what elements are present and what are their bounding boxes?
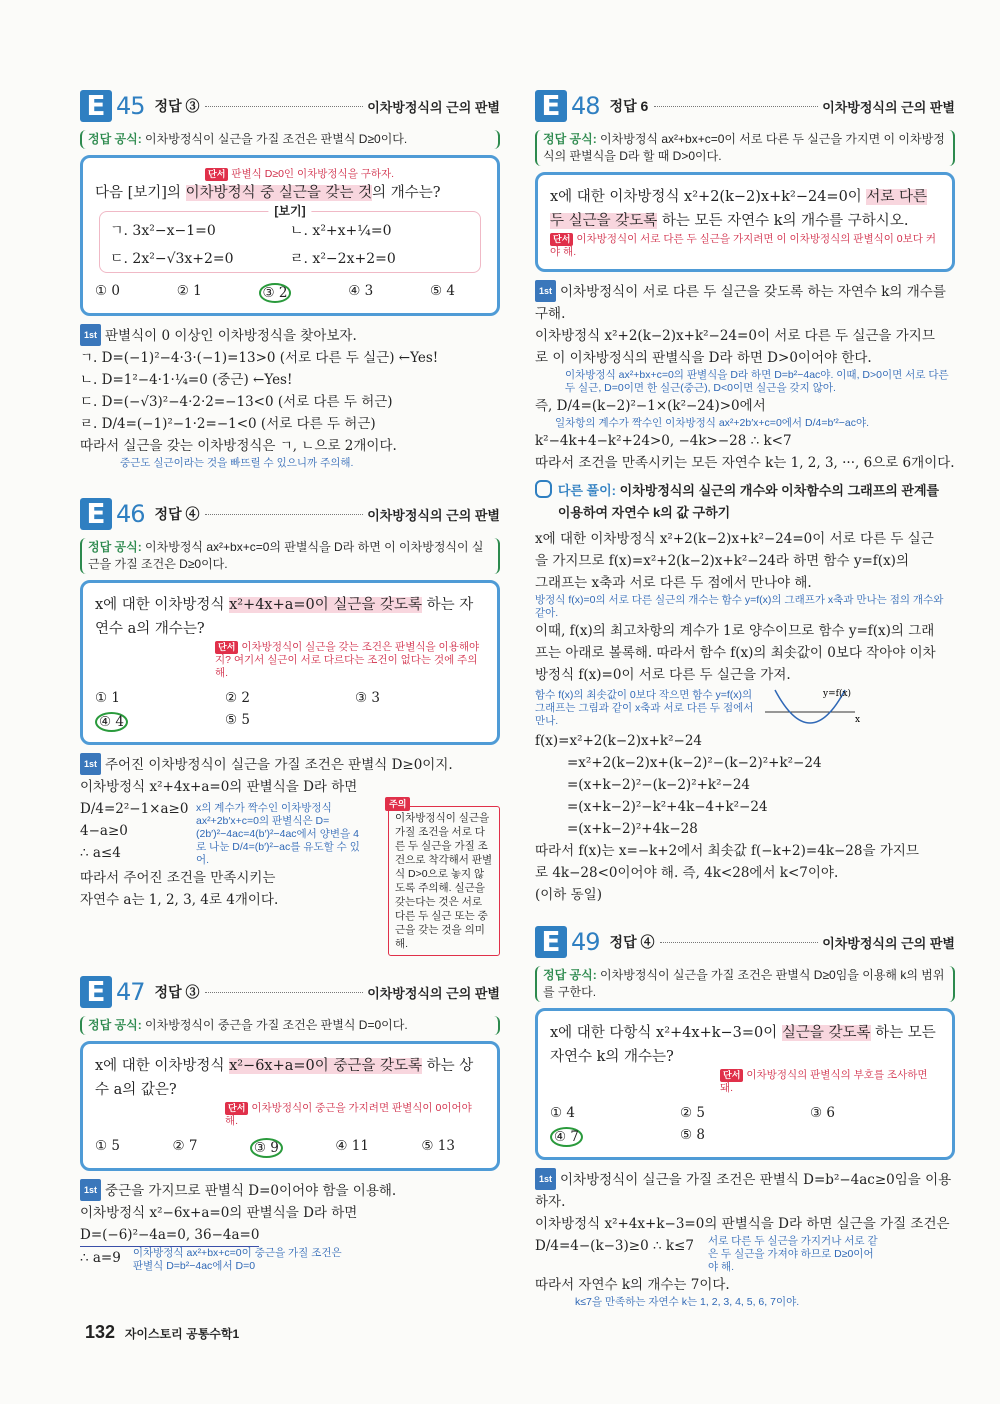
solution: 1st 주어진 이차방정식이 실근을 가질 조건은 판별식 D≥0이지. 이차방정식 x²+4x+a=0의 판별식을 D라 하면 D/4=2²−1×a≥0 4−a≥0 ∴ a≤4 x의 계수가 짝수인 이차방정식 ax²+2b′x+c=0의 판별식은 D=(2b′)²−4ac=4(b′)²−4ac에서 양변을 4로 나눈 D/4=(b′)²−ac를 유도할 수 있어. 따라서 주어진 조건을 만족시키는 자연수 a는 1, 2, 3, 4로 4개이다. 주의 이차방정식이 실근을 가질 조건을 서로 다른 두 실근을 가질 조건으로 착각해서 판별식 D>0으로 놓지 않도록 주의해. 실근을 갖는다는 것은 서로 다른 두 실근 또는 중근을 갖는 것을 의미해.: [80, 753, 500, 956]
question-text: 다음 [보기]의 이차방정식 중 실근을 갖는 것의 개수는?: [95, 185, 441, 201]
answer-label: 정답 6: [609, 98, 649, 114]
choices: [95, 690, 485, 732]
choice[interactable]: ① 0: [95, 283, 120, 299]
choice-selected[interactable]: ③ 9: [250, 1138, 283, 1158]
choice[interactable]: ② 7: [172, 1138, 198, 1154]
alt-solution-icon: [535, 480, 552, 498]
solution: 1st 이차방정식이 실근을 가질 조건은 판별식 D=b²−4ac≥0임을 이용하자. 이차방정식 x²+4x+k−3=0의 판별식을 D라 하면 실근을 가질 조건은 D/4=4−(k−3)≥0 ∴ k≤7 서로 다른 두 실근을 가지거나 서로 같은 두 실근을 가져야 하므로 D≥0이어야 해. 따라서 자연수 k의 개수는 7이다. k≤7을 만족하는 자연수 k는 1, 2, 3, 4, 5, 6, 7이야.: [535, 1168, 955, 1309]
bogi-item: ㄹ. x²−2x+2=0: [290, 251, 396, 267]
formula-note: 정답 공식: 이차방정식이 중근을 가질 조건은 판별식 D=0이다.: [80, 1016, 500, 1035]
choice[interactable]: ⑤ 8: [680, 1127, 705, 1143]
choice[interactable]: ④ 11: [335, 1138, 369, 1154]
question-box: x에 대한 이차방정식 x²+2(k−2)x+k²−24=0이 서로 다른 두 실근을 갖도록 하는 모든 자연수 k의 개수를 구하시오. 단서 이차방정식이 서로 다른 두 실근을 가지려면 이 이차방정식의 판별식이 0보다 커야 해.: [535, 172, 955, 272]
topic-label: 이차방정식의 근의 판별: [822, 99, 955, 115]
answer-label: 정답 ③: [154, 984, 200, 1000]
choice[interactable]: ② 5: [680, 1105, 705, 1121]
topic-label: 이차방정식의 근의 판별: [367, 985, 500, 1001]
question-text: x에 대한 이차방정식 x²+4x+a=0이 실근을 갖도록 하는 자연수 a의 개수는?: [95, 597, 474, 637]
problem-45: [80, 90, 500, 470]
choice[interactable]: ⑤ 13: [421, 1138, 455, 1154]
choice-selected[interactable]: ③ 2: [259, 283, 292, 303]
question-box: x에 대한 다항식 x²+4x+k−3=0이 실근을 갖도록 하는 모든 자연수 k의 개수는? 단서 이차방정식의 판별식의 부호를 조사하면 돼. ① 4 ② 5 ③ 6 ④ 7 ⑤ 8: [535, 1008, 955, 1160]
problem-number: 46: [116, 500, 145, 528]
choice[interactable]: ⑤ 5: [225, 712, 250, 728]
choices: [95, 1138, 485, 1158]
e-badge: E: [80, 90, 112, 122]
problem-number: 49: [571, 928, 600, 956]
problem-number: 48: [571, 92, 600, 120]
formula-note: 정답 공식: 이차방정식이 실근을 가질 조건은 판별식 D≥0임을 이용해 k의 범위를 구한다.: [535, 966, 955, 1002]
choice[interactable]: ⑤ 4: [430, 283, 455, 299]
svg-text:y=f(x): y=f(x): [823, 689, 852, 699]
choices: [550, 1105, 940, 1147]
choice[interactable]: ② 2: [225, 690, 250, 706]
formula-note: 정답 공식: 이차방정식 ax²+bx+c=0이 서로 다른 두 실근을 가지면 이 이차방정식의 판별식을 D라 할 때 D>0이다.: [535, 130, 955, 166]
choice-selected[interactable]: ④ 4: [95, 712, 128, 732]
question-text: x에 대한 이차방정식 x²+2(k−2)x+k²−24=0이 서로 다른 두 실근을 갖도록 하는 모든 자연수 k의 개수를 구하시오.: [550, 189, 928, 229]
choice-selected[interactable]: ④ 7: [550, 1127, 583, 1147]
parabola-graph: [765, 686, 865, 730]
topic-label: 이차방정식의 근의 판별: [822, 935, 955, 951]
e-badge: E: [80, 976, 112, 1008]
bogi-item: ㄱ. 3x²−x−1=0: [110, 223, 216, 239]
answer-label: 정답 ④: [609, 934, 655, 950]
svg-text:x: x: [855, 715, 861, 725]
bogi-item: ㄷ. 2x²−√3x+2=0: [110, 251, 234, 267]
page-footer: [85, 1322, 239, 1343]
alt-solution-header: 다른 풀이: 이차방정식의 실근의 개수와 이차함수의 그래프의 관계를 이용하여 자연수 k의 값 구하기: [535, 480, 955, 524]
solution: 1st 이차방정식이 서로 다른 두 실근을 갖도록 하는 자연수 k의 개수를 구해. 이차방정식 x²+2(k−2)x+k²−24=0이 서로 다른 두 실근을 가지므 로 이 이차방정식의 판별식을 D라 하면 D>0이어야 한다. 이차방정식 ax²+bx+c=0의 판별식을 D라 하면 D=b²−4ac야. 이때, D>0이면 서로 다른 두 실근, D=0이면 한 실근(중근), D<0이면 실근을 갖지 않아. 즉, D/4=(k−2)²−1×(k²−24)>0에서 일차항의 계수가 짝수인 이차방정식 ax²+2b′x+c=0에서 D/4=b′²−ac야. k²−4k+4−k²+24>0, −4k>−28 ∴ k<7 따라서 조건을 만족시키는 모든 자연수 k는 1, 2, 3, ···, 6으로 6개이다. 다른 풀이: 이차방정식의 실근의 개수와 이차함수의 그래프의 관계를 이용하여 자연수 k의 값 구하기 x에 대한 이차방정식 x²+2(k−2)x+k²−24=0이 서로 다른 두 실근 을 가지므로 f(x)=x²+2(k−2)x+k²−24라 하면 함수 y=f(x)의 그래프는 x축과 서로 다른 두 점에서 만나야 해. 방정식 f(x)=0의 서로 다른 실근의 개수는 함수 y=f(x)의 그래프가 x축과 만나는 점의 개수와 같아. 이때, f(x)의 최고차항의 계수가 1로 양수이므로 함수 y=f(x)의 그래 프는 아래로 볼록해. 따라서 함수 f(x)의 최솟값이 0보다 작아야 이차 방정식 f(x)=0이 서로 다른 두 실근을 가져. 함수 f(x)의 최솟값이 0보다 작으면 함수 y=f(x)의 그래프는 그림과 같이 x축과 서로 다른 두 점에서 만나. y=f(x) x f(x)=x²+2(k−2)x+k²−24 =x²+2(k−2)x+(k−2)²−(k−2)²+k²−24 =(x+k−2)²−(k−2)²+k²−24 =(x+k−2)²−k²+4k−4+k²−24 =(x+k−2)²+4k−28 따라서 f(x)는 x=−k+2에서 최솟값 f(−k+2)=4k−28을 가지므 로 4k−28<0이어야 해. 즉, 4k<28에서 k<7이야. (이하 동일): [535, 280, 955, 906]
caution-box: 주의 이차방정식이 실근을 가질 조건을 서로 다른 두 실근을 가질 조건으로 착각해서 판별식 D>0으로 놓지 않도록 주의해. 실근을 갖는다는 것은 서로 다른 두 실근 또는 중근을 갖는 것을 의미해.: [388, 806, 500, 956]
question-text: x에 대한 다항식 x²+4x+k−3=0이 실근을 갖도록 하는 모든 자연수 k의 개수는?: [550, 1025, 936, 1065]
e-badge: E: [80, 498, 112, 530]
problem-number: 45: [116, 92, 145, 120]
choice[interactable]: ① 5: [95, 1138, 120, 1154]
choice[interactable]: ① 4: [550, 1105, 575, 1121]
choices: [95, 283, 485, 303]
problem-number: 47: [116, 978, 145, 1006]
choice[interactable]: ④ 3: [348, 283, 374, 299]
choice[interactable]: ③ 3: [355, 690, 380, 706]
choice[interactable]: ① 1: [95, 690, 120, 706]
problem-49: [535, 926, 955, 1309]
topic-label: 이차방정식의 근의 판별: [367, 507, 500, 523]
e-badge: E: [535, 90, 567, 122]
solution: 1st 판별식이 0 이상인 이차방정식을 찾아보자. ㄱ. D=(−1)²−4·3·(−1)=13>0 (서로 다른 두 실근) ←Yes! ㄴ. D=1²−4·1·¼=0 (중근) ←Yes! ㄷ. D=(−√3)²−4·2·2=−13<0 (서로 다른 두 허근) ㄹ. D/4=(−1)²−1·2=−1<0 (서로 다른 두 허근) 따라서 실근을 갖는 이차방정식은 ㄱ, ㄴ으로 2개이다. 중근도 실근이라는 것을 빠뜨릴 수 있으니까 주의해.: [80, 324, 500, 470]
formula-note: 정답 공식: 이차방정식 ax²+bx+c=0의 판별식을 D라 하면 이 이차방정식이 실근을 가질 조건은 D≥0이다.: [80, 538, 500, 574]
problem-47: [80, 976, 500, 1273]
answer-label: 정답 ③: [154, 98, 200, 114]
page-number: 132: [85, 1322, 116, 1342]
answer-label: 정답 ④: [154, 506, 200, 522]
problem-48: [535, 90, 955, 906]
bogi-box: [보기] ㄱ. 3x²−x−1=0 ㄴ. x²+x+¼=0 ㄷ. 2x²−√3x+2=0 ㄹ. x²−2x+2=0: [99, 211, 481, 273]
solution: 1st 중근을 가지므로 판별식 D=0이어야 함을 이용해. 이차방정식 x²−6x+a=0의 판별식을 D라 하면 D=(−6)²−4a=0, 36−4a=0 ∴ a=9 이차방정식 ax²+bx+c=0이 중근을 가질 조건은 판별식 D=b²−4ac에서 D=0: [80, 1179, 500, 1273]
bogi-item: ㄴ. x²+x+¼=0: [290, 223, 392, 239]
book-title: 자이스토리 공통수학1: [124, 1327, 240, 1341]
problem-46: [80, 498, 500, 956]
question-box: x에 대한 이차방정식 x²−6x+a=0이 중근을 갖도록 하는 상수 a의 값은? 단서 이차방정식이 중근을 가지려면 판별식이 0이어야 해. ① 5 ② 7 ③ 9 ④ 11 ⑤ 13: [80, 1041, 500, 1171]
topic-label: 이차방정식의 근의 판별: [367, 99, 500, 115]
choice[interactable]: ② 1: [176, 283, 202, 299]
question-box: x에 대한 이차방정식 x²+4x+a=0이 실근을 갖도록 하는 자연수 a의 개수는? 단서 이차방정식이 실근을 갖는 조건은 판별식을 이용해야지? 여기서 실근이 서로 다르다는 조건이 없다는 것에 주의해. ① 1 ② 2 ③ 3 ④ 4 ⑤ 5: [80, 580, 500, 745]
question-box: 단서 판별식 D≥0인 이차방정식을 구하자. 다음 [보기]의 이차방정식 중 실근을 갖는 것의 개수는? [보기] ㄱ. 3x²−x−1=0 ㄴ. x²+x+¼=0 ㄷ. 2x²−√3x+2=0 ㄹ. x²−2x+2=0 ① 0 ② 1 ③ 2 ④ 3 ⑤ 4: [80, 155, 500, 316]
e-badge: E: [535, 926, 567, 958]
question-text: x에 대한 이차방정식 x²−6x+a=0이 중근을 갖도록 하는 상수 a의 값은?: [95, 1058, 474, 1098]
choice[interactable]: ③ 6: [810, 1105, 835, 1121]
formula-note: 정답 공식: 이차방정식이 실근을 가질 조건은 판별식 D≥0이다.: [80, 130, 500, 149]
